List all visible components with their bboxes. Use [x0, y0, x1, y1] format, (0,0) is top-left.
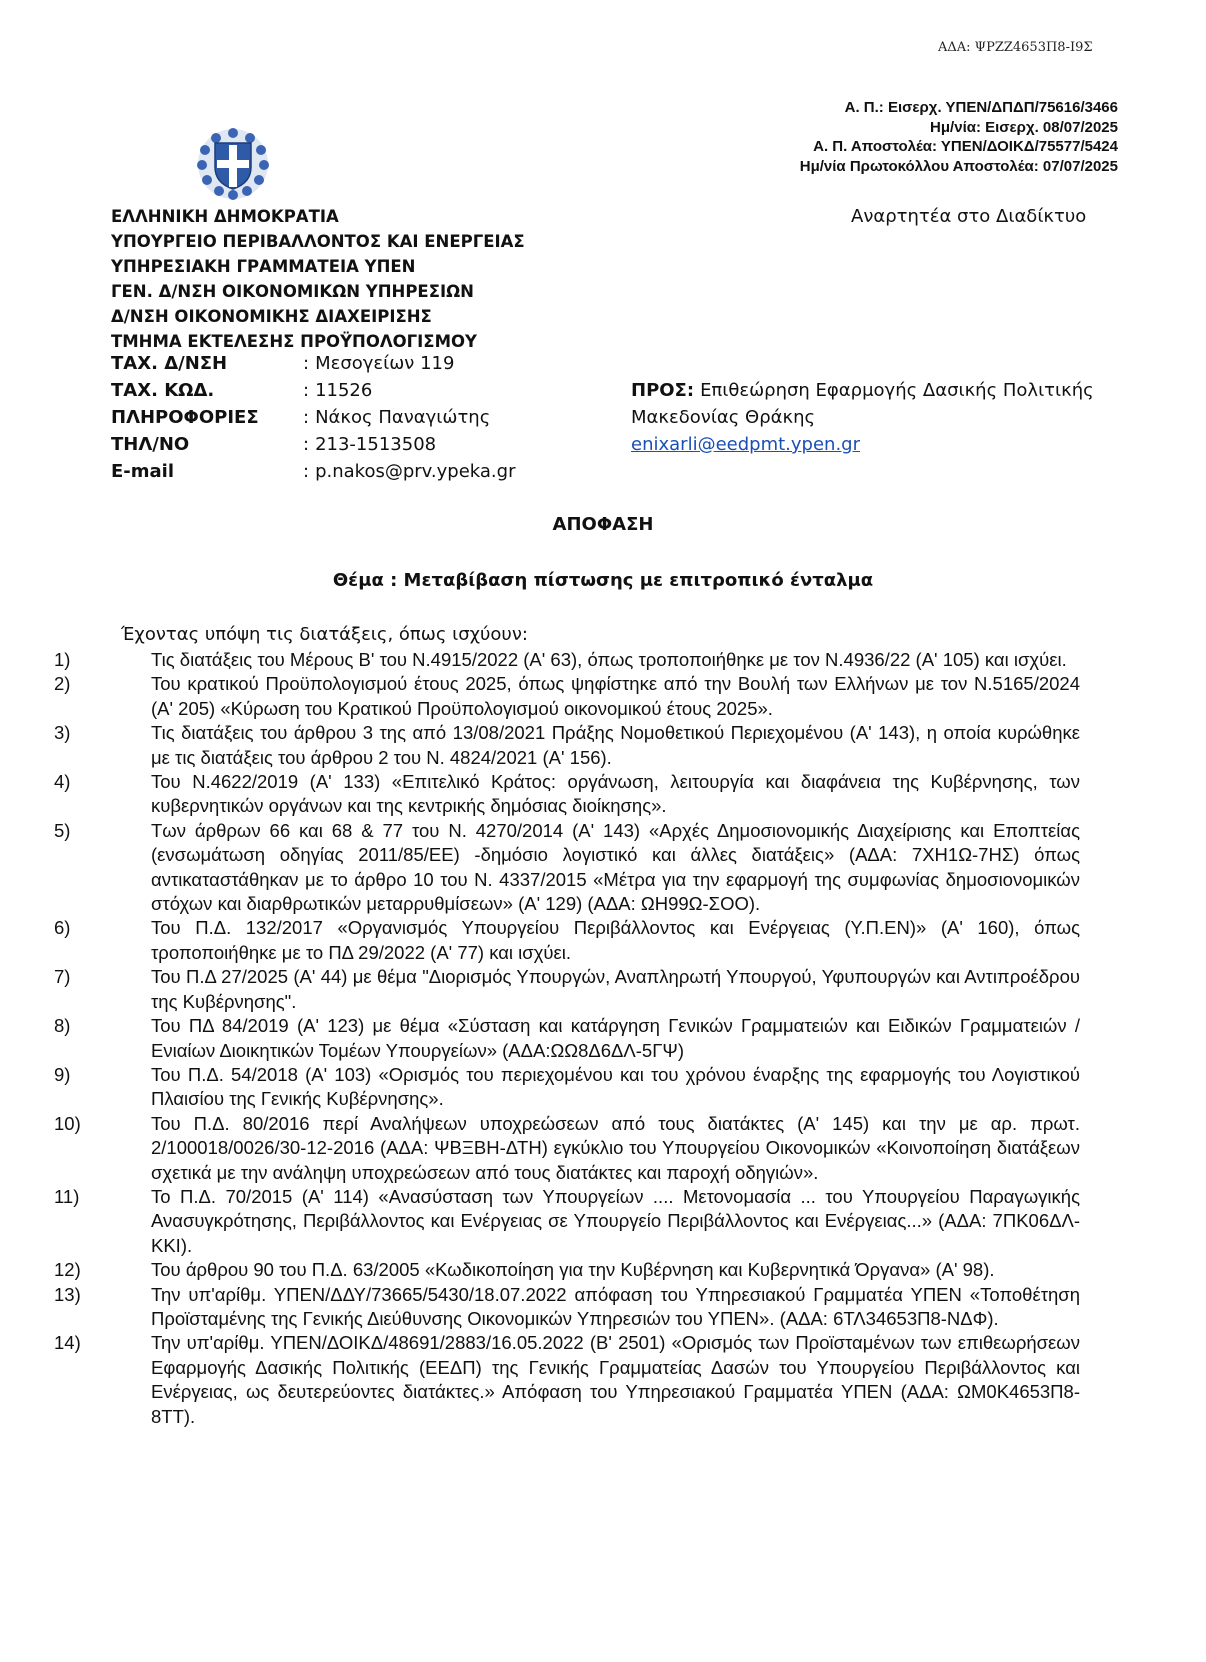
- item-number: 14): [54, 1332, 81, 1354]
- contact-colon: :: [303, 353, 310, 374]
- recipient-email-link[interactable]: enixarli@eedpmt.ypen.gr: [631, 434, 860, 455]
- intro-text: Έχοντας υπόψη τις διατάξεις, όπως ισχύουν:: [121, 624, 528, 645]
- list-item: [54, 1063, 1080, 1112]
- item-text: Την υπ'αρίθμ. ΥΠΕΝ/ΔΟΙΚΔ/48691/2883/16.05.2022 (Β' 2501) «Ορισμός των Προϊσταμένων των επιθεωρήσεων Εφαρμογής Δασικής Πολιτικής (ΕΕΔΠ) της Γενικής Γραμματείας Δασών του Υπουργείου Περιβάλλοντος και Ενέργειας, ως δευτερεύοντες διατάκτες.» Απόφαση του Υπηρεσιακού Γραμματέα ΥΠΕΝ (ΑΔΑ: ΩΜ0Κ4653Π8-8ΤΤ).: [151, 1332, 1080, 1427]
- contact-label: ΤΗΛ/ΝΟ: [111, 434, 190, 455]
- item-number: 6): [54, 917, 71, 939]
- list-item: [54, 1185, 1080, 1258]
- list-item: [54, 819, 1080, 917]
- list-item: [54, 648, 1080, 672]
- item-text: Την υπ'αρίθμ. ΥΠΕΝ/ΔΔΥ/73665/5430/18.07.2022 απόφαση του Υπηρεσιακού Γραμματέα ΥΠΕΝ «Τοποθέτηση Προϊσταμένης της Γενικής Διεύθυνσης Οικονομικών Υπηρεσιών του ΥΠΕΝ». (ΑΔΑ: 6ΤΛ34653Π8-ΝΔΦ).: [151, 1283, 1080, 1329]
- contact-row-email: [111, 458, 515, 485]
- contact-colon: :: [303, 461, 310, 482]
- contact-label: ΤΑΧ. ΚΩΔ.: [111, 380, 215, 401]
- issuer-header: [111, 204, 525, 354]
- posted-online-note: Αναρτητέα στο Διαδίκτυο: [851, 206, 1087, 227]
- protocol-block: [800, 98, 1118, 176]
- contact-value: 11526: [315, 380, 373, 401]
- protocol-line: Α. Π. Αποστολέα: ΥΠΕΝ/ΔΟΙΚΔ/75577/5424: [813, 138, 1118, 155]
- recipient-block: [631, 377, 1094, 458]
- contact-label: E-mail: [111, 461, 175, 482]
- item-number: 2): [54, 673, 71, 695]
- item-number: 11): [54, 1185, 80, 1207]
- item-text: Του Π.Δ 27/2025 (Α' 44) με θέμα "Διορισμός Υπουργών, Αναπληρωτή Υπουργού, Υφυπουργών και Αντιπροέδρου της Κυβέρνησης".: [151, 966, 1080, 1012]
- list-item: [54, 770, 1080, 819]
- contact-colon: :: [303, 407, 310, 428]
- item-text: Του Π.Δ. 54/2018 (Α' 103) «Ορισμός του περιεχομένου και του χρόνου έναρξης της εφαρμογής του Λογιστικού Πλαισίου της Γενικής Κυβέρνησης».: [151, 1063, 1080, 1110]
- item-text: Του ΠΔ 84/2019 (Α' 123) με θέμα «Σύσταση και κατάργηση Γενικών Γραμματειών και Ειδικών Γραμματειών /Ενιαίων Διοικητικών Τομέων Υπουργείων» (ΑΔΑ:ΩΩ8Δ6ΔΛ-5ΓΨ): [151, 1015, 1080, 1061]
- ada-code: ΑΔΑ: ΨΡΖΖ4653Π8-Ι9Σ: [938, 40, 1093, 55]
- list-item: [54, 965, 1080, 1014]
- item-text: Του Ν.4622/2019 (Α' 133) «Επιτελικό Κράτος: οργάνωση, λειτουργία και διαφάνεια της Κυβέρνησης, των κυβερνητικών οργάνων και της κεντρικής δημόσιας διοίκησης».: [151, 771, 1080, 817]
- protocol-line: Ημ/νία Πρωτοκόλλου Αποστολέα: 07/07/2025: [799, 157, 1118, 175]
- item-number: 4): [54, 771, 71, 793]
- header-line: ΓΕΝ. Δ/ΝΣΗ ΟΙΚΟΝΟΜΙΚΩΝ ΥΠΗΡΕΣΙΩΝ: [111, 282, 474, 301]
- list-item: [54, 1331, 1080, 1429]
- item-text: Του Π.Δ. 80/2016 περί Αναλήψεων υποχρεώσεων από τους διατάκτες (Α' 145) και την με αρ. πρωτ. 2/100018/0026/30-12-2016 (ΑΔΑ: ΨΒΞΒΗ-ΔΤΗ) εγκύκλιο του Υπουργείου Οικονομικών «Κοινοποίηση διατάξεων σχετικά με την ανάληψη υποχρεώσεων από τους διατάκτες και παροχή οδηγιών».: [151, 1112, 1080, 1183]
- list-item: [54, 1014, 1080, 1063]
- list-item: [54, 672, 1080, 721]
- item-number: 13): [54, 1283, 81, 1305]
- contact-row-phone: [111, 431, 515, 458]
- contact-row-postcode: [111, 377, 515, 404]
- header-line: Δ/ΝΣΗ ΟΙΚΟΝΟΜΙΚΗΣ ΔΙΑΧΕΙΡΙΣΗΣ: [111, 307, 432, 326]
- contact-value: 213-1513508: [315, 434, 437, 455]
- contact-colon: :: [303, 380, 310, 401]
- item-number: 7): [54, 966, 71, 988]
- header-line: ΕΛΛΗΝΙΚΗ ΔΗΜΟΚΡΑΤΙΑ: [111, 207, 339, 226]
- item-number: 3): [54, 722, 71, 744]
- contact-label: ΠΛΗΡΟΦΟΡΙΕΣ: [111, 407, 259, 428]
- list-item: [54, 1283, 1080, 1332]
- decision-title: ΑΠΟΦΑΣΗ: [552, 514, 654, 535]
- contact-value: Νάκος Παναγιώτης: [315, 407, 491, 428]
- contact-label: ΤΑΧ. Δ/ΝΣΗ: [111, 353, 228, 374]
- contact-row-info: [111, 404, 515, 431]
- protocol-line: Α. Π.: Εισερχ. ΥΠΕΝ/ΔΠΔΠ/75616/3466: [844, 99, 1118, 116]
- item-number: 10): [54, 1112, 81, 1134]
- legal-basis-list: [54, 648, 1080, 1429]
- list-item: [54, 721, 1080, 770]
- contact-colon: :: [303, 434, 310, 455]
- header-line: ΤΜΗΜΑ ΕΚΤΕΛΕΣΗΣ ΠΡΟΫΠΟΛΟΓΙΣΜΟΥ: [111, 332, 477, 351]
- recipient-label: ΠΡΟΣ:: [631, 380, 695, 401]
- item-text: Τις διατάξεις του Μέρους Β' του Ν.4915/2022 (Α' 63), όπως τροποποιήθηκε με τον Ν.4936/22 (Α' 105) και ισχύει.: [151, 649, 1067, 670]
- item-text: Του Π.Δ. 132/2017 «Οργανισμός Υπουργείου Περιβάλλοντος και Ενέργειας (Υ.Π.ΕΝ)» (Α' 160), όπως τροποποιήθηκε με το ΠΔ 29/2022 (Α' 77) και ισχύει.: [151, 917, 1080, 963]
- list-item: [54, 1112, 1080, 1185]
- contact-details: [111, 350, 515, 485]
- list-item: [54, 916, 1080, 965]
- item-text: Το Π.Δ. 70/2015 (Α' 114) «Ανασύσταση των Υπουργείων .... Μετονομασία ... του Υπουργείου Παραγωγικής Ανασυγκρότησης, Περιβάλλοντος και Ενέργειας σε Υπουργείο Περιβάλλοντος και Ενέργειας...» (ΑΔΑ: 7ΠΚ06ΔΛ-ΚΚΙ).: [151, 1185, 1080, 1256]
- item-text: Των άρθρων 66 και 68 & 77 του Ν. 4270/2014 (Α' 143) «Αρχές Δημοσιονομικής Διαχείρισης και Εποπτείας (ενσωμάτωση οδηγίας 2011/85/ΕΕ) -δημόσιο λογιστικό και άλλες διατάξεις» (ΑΔΑ: 7ΧΗ1Ω-7ΗΣ) όπως αντικαταστάθηκαν με το άρθρο 10 του Ν. 4337/2015 «Μέτρα για την εφαρμογή της συμφωνίας δημοσιονομικών στόχων και διαρθρωτικών μεταρρυθμίσεων» (Α' 129) (ΑΔΑ: ΩΗ99Ω-ΣΟΟ).: [151, 819, 1080, 915]
- recipient-region: Μακεδονίας Θράκης: [631, 407, 816, 428]
- recipient-name: Επιθεώρηση Εφαρμογής Δασικής Πολιτικής: [700, 380, 1094, 401]
- item-number: 8): [54, 1015, 71, 1037]
- item-number: 5): [54, 819, 71, 841]
- item-number: 9): [54, 1063, 71, 1085]
- contact-row-address: [111, 350, 515, 377]
- item-text: Του άρθρου 90 του Π.Δ. 63/2005 «Κωδικοποίηση για την Κυβέρνηση και Κυβερνητικά Όργανα» (Α' 98).: [151, 1259, 995, 1281]
- protocol-line: Ημ/νία: Εισερχ. 08/07/2025: [930, 118, 1118, 136]
- greek-coat-of-arms-icon: [196, 127, 270, 201]
- item-number: 1): [54, 649, 71, 670]
- item-text: Του κρατικού Προϋπολογισμού έτους 2025, όπως ψηφίστηκε από την Βουλή των Ελλήνων με τον Ν.5165/2024 (Α' 205) «Κύρωση του Κρατικού Προϋπολογισμού οικονομικού έτους 2025».: [151, 673, 1080, 719]
- item-number: 12): [54, 1259, 81, 1281]
- contact-value: p.nakos@prv.ypeka.gr: [315, 461, 516, 482]
- item-text: Τις διατάξεις του άρθρου 3 της από 13/08/2021 Πράξης Νομοθετικού Περιεχομένου (Α' 143), η οποία κυρώθηκε με τις διατάξεις του άρθρου 2 του Ν. 4824/2021 (Α' 156).: [151, 722, 1080, 768]
- subject-line: Θέμα : Μεταβίβαση πίστωσης με επιτροπικό ένταλμα: [332, 570, 874, 591]
- list-item: [54, 1258, 1080, 1282]
- contact-value: Μεσογείων 119: [315, 353, 455, 374]
- header-line: ΥΠΟΥΡΓΕΙΟ ΠΕΡΙΒΑΛΛΟΝΤΟΣ ΚΑΙ ΕΝΕΡΓΕΙΑΣ: [111, 232, 525, 251]
- header-line: ΥΠΗΡΕΣΙΑΚΗ ΓΡΑΜΜΑΤΕΙΑ ΥΠΕΝ: [111, 257, 416, 276]
